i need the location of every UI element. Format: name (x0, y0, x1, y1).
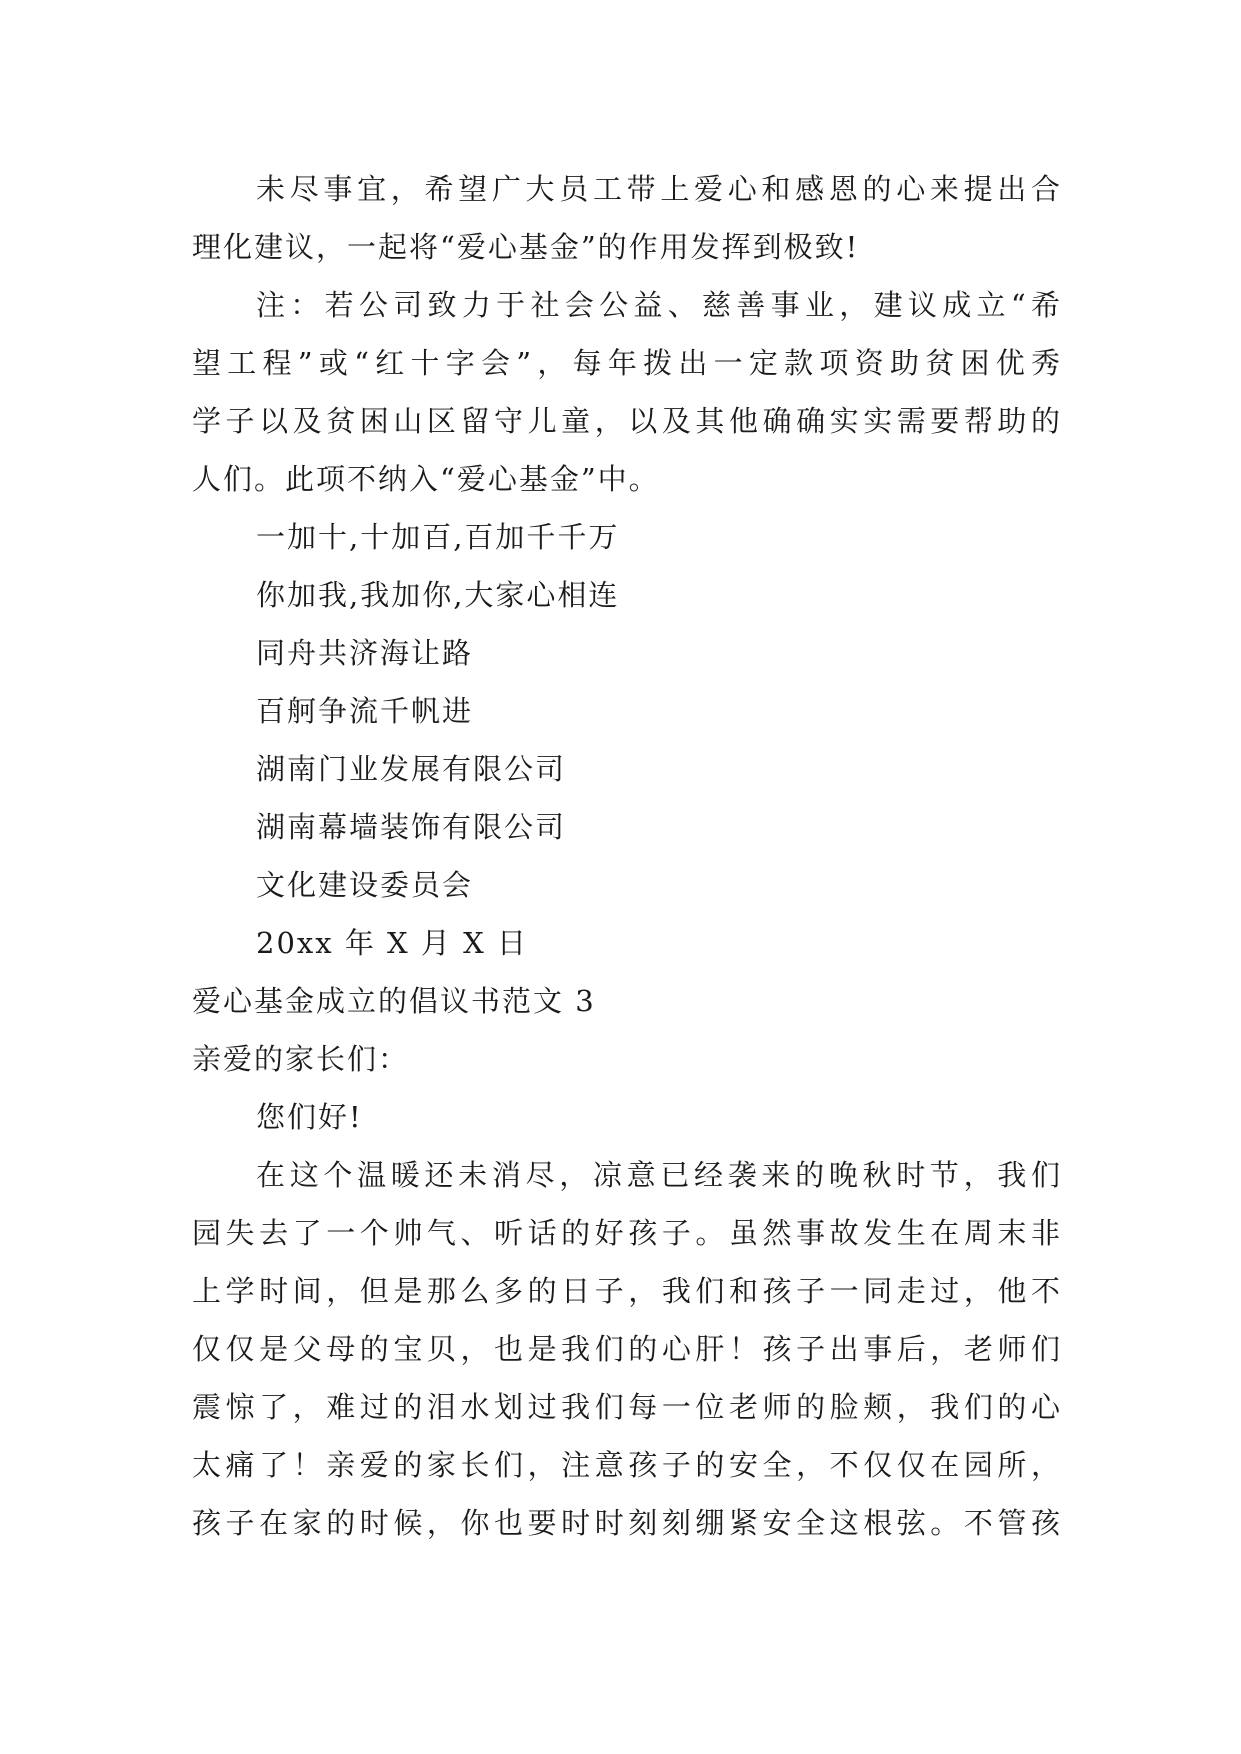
note-line: 望工程”或“红十字会”，每年拨出一定款项资助贫困优秀 (192, 346, 1062, 380)
note-line: 注：若公司致力于社会公益、慈善事业，建议成立“希 (256, 288, 1062, 322)
paragraph-line: 理化建议，一起将“爱心基金”的作用发挥到极致! (192, 230, 860, 264)
note-line: 人们。此项不纳入“爱心基金”中。 (192, 462, 660, 496)
body-line: 在这个温暖还未消尽，凉意已经袭来的晚秋时节，我们 (256, 1158, 1062, 1192)
document-body (192, 160, 1062, 1552)
section-title: 爱心基金成立的倡议书范文 3 (192, 984, 596, 1018)
body-line: 孩子在家的时候，你也要时时刻刻绷紧安全这根弦。不管孩 (192, 1506, 1062, 1540)
slogan-line: 你加我,我加你,大家心相连 (256, 578, 620, 612)
paragraph-line: 未尽事宜，希望广大员工带上爱心和感恩的心来提出合 (256, 172, 1062, 206)
body-line: 太痛了！亲爱的家长们，注意孩子的安全，不仅仅在园所， (192, 1448, 1062, 1482)
slogan-line: 百舸争流千帆进 (256, 694, 474, 728)
slogan-line: 一加十,十加百,百加千千万 (256, 520, 620, 554)
signature-org: 文化建设委员会 (256, 868, 474, 902)
greeting: 您们好! (256, 1100, 363, 1134)
body-line: 上学时间，但是那么多的日子，我们和孩子一同走过，他不 (192, 1274, 1062, 1308)
signature-date: 20xx 年 X 月 X 日 (256, 926, 528, 960)
salutation: 亲爱的家长们： (192, 1042, 410, 1076)
signature-org: 湖南幕墙装饰有限公司 (256, 810, 567, 844)
signature-org: 湖南门业发展有限公司 (256, 752, 567, 786)
body-line: 震惊了，难过的泪水划过我们每一位老师的脸颊，我们的心 (192, 1390, 1062, 1424)
body-line: 仅仅是父母的宝贝，也是我们的心肝！孩子出事后，老师们 (192, 1332, 1062, 1366)
note-line: 学子以及贫困山区留守儿童，以及其他确确实实需要帮助的 (192, 404, 1062, 438)
body-line: 园失去了一个帅气、听话的好孩子。虽然事故发生在周末非 (192, 1216, 1062, 1250)
slogan-line: 同舟共济海让路 (256, 636, 474, 670)
